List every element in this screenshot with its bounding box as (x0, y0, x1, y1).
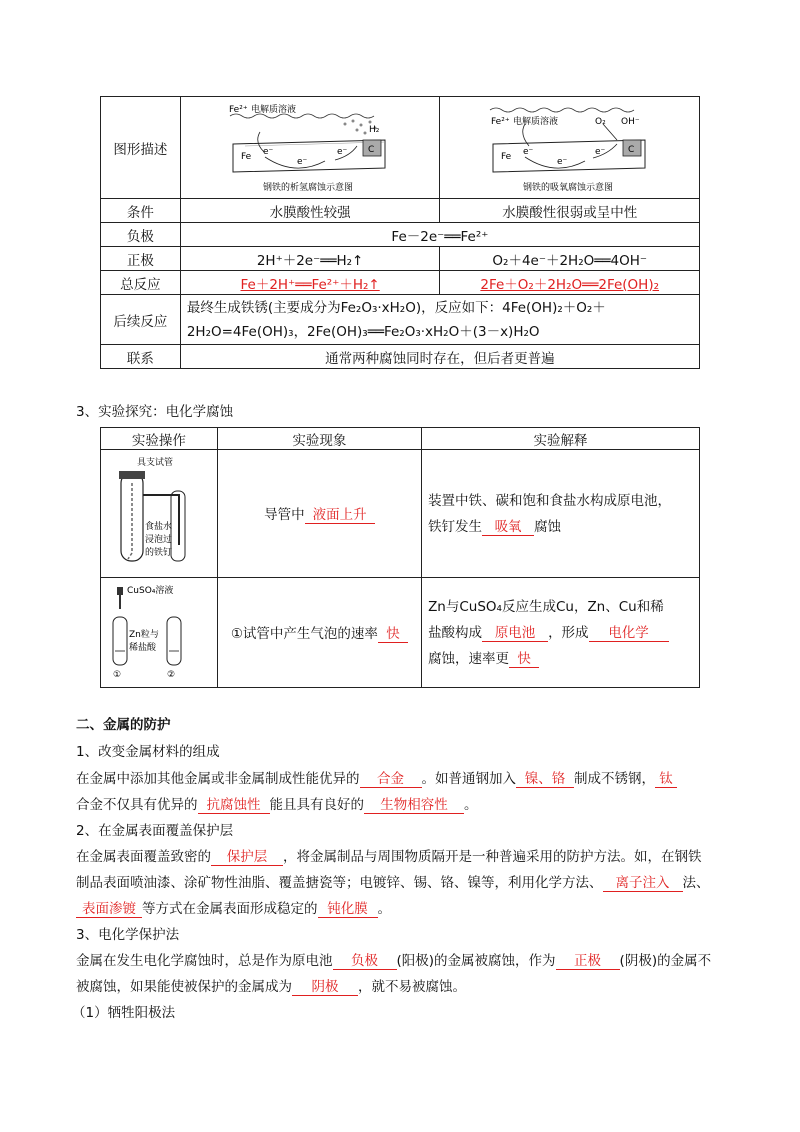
table-row (101, 450, 700, 578)
text: 能且具有良好的 (269, 797, 364, 813)
phenomenon-text: 导管中 (264, 507, 305, 523)
gas-label: H₂ (369, 124, 380, 135)
phenomenon-text: ①试管中产生气泡的速率 (230, 626, 378, 642)
answer-blank: 抗腐蚀性 (198, 797, 270, 814)
carbon-label: C (368, 144, 375, 155)
figure-caption: 钢铁的吸氧腐蚀示意图 (522, 182, 613, 193)
electron-label: e⁻ (522, 146, 533, 157)
metal-label: Fe (500, 151, 511, 162)
row-label: 总反应 (101, 271, 181, 295)
electron-label: e⁻ (263, 146, 274, 157)
text: 合金不仅具有优异的 (76, 797, 198, 813)
zinc-acid-apparatus-diagram (107, 581, 203, 681)
text: 。如普通钢加入 (421, 771, 516, 787)
apparatus-figure (101, 578, 218, 688)
ion-label: Fe²⁺ (490, 116, 510, 127)
text: 。 (377, 901, 391, 917)
answer-blank: 保护层 (211, 849, 283, 866)
tube-number: ① (113, 669, 122, 680)
paragraph-line (76, 949, 711, 970)
text: ，就不易被腐蚀。 (358, 979, 466, 995)
solution-label: 电解质溶液 (512, 116, 558, 127)
paragraph-line (76, 897, 391, 918)
column-header: 实验解释 (422, 428, 700, 450)
corrosion-comparison-table (100, 96, 700, 369)
explanation-line (428, 514, 693, 540)
apparatus-figure (101, 450, 218, 578)
table-row (101, 578, 700, 688)
text: 铁钉发生 (428, 518, 483, 535)
table-row (101, 271, 700, 295)
text: 被腐蚀，如果能使被保护的金属成为 (76, 979, 292, 995)
text: (阴极)的金属不 (619, 953, 712, 969)
text: 。 (464, 797, 478, 813)
acid-label: 稀盐酸 (129, 642, 157, 653)
answer-blank: 合金 (360, 771, 422, 788)
text: 制成不锈钢， (574, 771, 655, 787)
nail-label: 的铁钉 (145, 547, 173, 558)
answer-blank: 离子注入 (603, 875, 683, 892)
section-title: 二、金属的防护 (76, 717, 171, 733)
text: 等方式在金属表面形成稳定的 (142, 901, 318, 917)
cell (180, 271, 440, 295)
answer-blank: 负极 (333, 953, 397, 970)
phenomenon-cell (217, 578, 421, 688)
row-label: 负极 (101, 223, 181, 247)
cell: Fe－2e⁻══Fe²⁺ (180, 223, 699, 247)
cell: 2H⁺＋2e⁻══H₂↑ (180, 247, 440, 271)
answer-blank: 原电池 (482, 625, 548, 642)
cell: O₂＋4e⁻＋2H₂O══4OH⁻ (440, 247, 700, 271)
hydrogen-corrosion-diagram (225, 102, 395, 194)
followup-line-2: 2H₂O=4Fe(OH)₃，2Fe(OH)₃══Fe₂O₃·xH₂O＋(3－x)H₂O (186, 323, 540, 340)
cell: 水膜酸性较强 (180, 199, 440, 223)
table-row (101, 247, 700, 271)
text: 制品表面喷油漆、涂矿物性油脂、覆盖搪瓷等；电镀锌、锡、铬、镍等，利用化学方法、 (76, 875, 603, 891)
answer-blank: 液面上升 (305, 507, 375, 524)
text: 法、 (682, 875, 710, 891)
column-header: 实验操作 (101, 428, 218, 450)
table-row (101, 295, 700, 345)
paragraph-line (76, 793, 478, 814)
text: (阳极)的金属被腐蚀，作为 (396, 953, 556, 969)
answer-blank: 生物相容性 (364, 797, 464, 814)
text: ，形成 (548, 624, 589, 641)
row-label: 正极 (101, 247, 181, 271)
hydrogen-corrosion-figure (180, 97, 440, 199)
salt-label: 食盐水 (145, 521, 173, 532)
text: 在金属表面覆盖致密的 (76, 849, 211, 865)
table-header-row (101, 428, 700, 450)
oxygen-corrosion-figure (440, 97, 700, 199)
answer-text: Fe＋2H⁺══Fe²⁺＋H₂↑ (240, 276, 380, 293)
explanation-cell (422, 450, 700, 578)
paragraph-line (76, 845, 702, 866)
answer-blank: 快 (378, 626, 408, 643)
electron-label: e⁻ (556, 156, 567, 167)
phenomenon-cell (217, 450, 421, 578)
text: 腐蚀 (534, 518, 562, 535)
answer-blank: 正极 (556, 953, 620, 970)
iron-nail-apparatus-diagram (107, 453, 203, 571)
answer-text: 2Fe＋O₂＋2H₂O══2Fe(OH)₂ (480, 276, 660, 293)
answer-blank: 钝化膜 (318, 901, 378, 918)
explanation-line: Zn与CuSO₄反应生成Cu，Zn、Cu和稀 (428, 598, 664, 615)
explanation-line (428, 620, 693, 646)
answer-blank: 镍、铬 (516, 771, 574, 788)
text: ，将金属制品与周围物质隔开是一种普遍采用的防护方法。如，在钢铁 (283, 849, 702, 865)
metal-label: Fe (241, 151, 252, 162)
subsection-item: （1）牺牲阳极法 (72, 1005, 176, 1021)
cell (180, 295, 699, 345)
answer-blank: 表面渗镀 (76, 901, 142, 918)
text: 金属在发生电化学腐蚀时，总是作为原电池 (76, 953, 333, 969)
table-row (101, 199, 700, 223)
cell (440, 271, 700, 295)
row-label: 后续反应 (101, 295, 181, 345)
solution-label: 电解质溶液 (251, 104, 297, 115)
table-row (101, 97, 700, 199)
ion-label: Fe²⁺ (229, 104, 248, 115)
paragraph-line (76, 767, 677, 788)
subsection-title: 3、电化学保护法 (76, 927, 180, 943)
table-row (101, 345, 700, 369)
tube-label: 具支试管 (137, 457, 174, 468)
oxygen-corrosion-diagram (485, 102, 655, 194)
answer-blank: 电化学 (589, 625, 669, 642)
o2-label: O₂ (594, 116, 606, 127)
explanation-line (428, 646, 693, 672)
explanation-line: 装置中铁、碳和饱和食盐水构成原电池， (428, 492, 672, 509)
tube-number: ② (167, 669, 176, 680)
answer-blank: 快 (509, 651, 539, 668)
text: 腐蚀，速率更 (428, 650, 510, 667)
experiment-table (100, 427, 700, 688)
table-row (101, 223, 700, 247)
section-heading: 3、实验探究：电化学腐蚀 (76, 404, 234, 420)
electron-label: e⁻ (297, 156, 308, 167)
answer-blank: 吸氧 (482, 519, 534, 536)
cuso4-label: CuSO₄溶液 (127, 585, 174, 596)
cell: 水膜酸性很弱或呈中性 (440, 199, 700, 223)
answer-blank: 钛 (655, 771, 677, 788)
subsection-title: 2、在金属表面覆盖保护层 (76, 823, 234, 839)
carbon-label: C (627, 144, 634, 155)
row-label: 条件 (101, 199, 181, 223)
electron-label: e⁻ (337, 146, 348, 157)
soak-label: 浸泡过 (145, 534, 173, 545)
row-label: 联系 (101, 345, 181, 369)
text: 在金属中添加其他金属或非金属制成性能优异的 (76, 771, 360, 787)
oh-label: OH⁻ (620, 116, 640, 127)
subsection-title: 1、改变金属材料的组成 (76, 744, 220, 760)
zn-label: Zn粒与 (129, 629, 159, 640)
column-header: 实验现象 (217, 428, 421, 450)
figure-caption: 钢铁的析氢腐蚀示意图 (263, 182, 354, 193)
text: 盐酸构成 (428, 624, 483, 641)
followup-line-1: 最终生成铁锈(主要成分为Fe₂O₃·xH₂O)，反应如下：4Fe(OH)₂＋O₂＋ (186, 299, 606, 316)
paragraph-line (76, 975, 466, 996)
cell: 通常两种腐蚀同时存在，但后者更普遍 (180, 345, 699, 369)
explanation-cell (422, 578, 700, 688)
row-label: 图形描述 (101, 97, 181, 199)
answer-blank: 阴极 (292, 979, 358, 996)
paragraph-line (76, 871, 710, 892)
electron-label: e⁻ (594, 146, 605, 157)
